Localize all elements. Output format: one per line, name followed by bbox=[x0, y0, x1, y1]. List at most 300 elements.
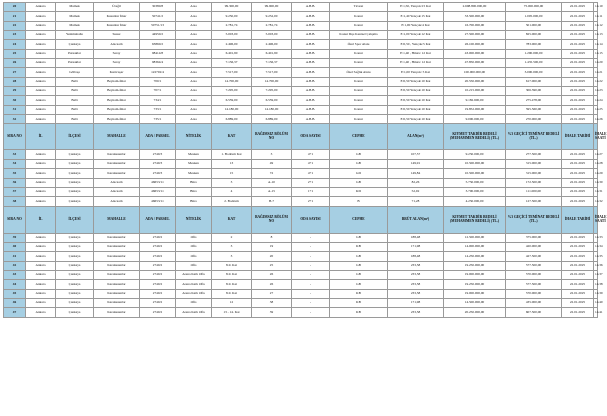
cell-teminat: 306.390,00 bbox=[506, 87, 562, 96]
header-saat: İHALE SAATİ bbox=[594, 124, 598, 150]
cell-oda: - bbox=[292, 289, 330, 298]
cell-oda: 1+1 bbox=[292, 187, 330, 196]
cell-mahalle: Karakusunlar bbox=[94, 270, 140, 279]
cell-tarih: 22.01.2025 bbox=[562, 197, 594, 206]
cell-kat: 8-9. Kat bbox=[212, 261, 252, 270]
cell-nitelik: Arena Katlı Ofis bbox=[176, 308, 212, 317]
cell-oda: - bbox=[292, 298, 330, 307]
cell-saat: 14.40 bbox=[594, 298, 598, 307]
cell-ilce: Pursaklar bbox=[56, 59, 94, 68]
cell-alan: 6.559,00 bbox=[252, 96, 292, 105]
header-mahalle: MAHALLE bbox=[94, 124, 140, 150]
cell-pay: A.B.B. bbox=[292, 3, 330, 12]
cell-oda: 2+1 bbox=[292, 178, 330, 187]
header-teminat: %3 GEÇİCİ TEMİNAT BEDELİ (TL.) bbox=[506, 206, 562, 233]
cell-ada: 50741/2 bbox=[140, 12, 176, 21]
cell-ada: 2740/2 bbox=[140, 280, 176, 289]
cell-bb: 25 bbox=[252, 261, 292, 270]
cell-nitelik: Arsa bbox=[176, 115, 212, 124]
cell-bedel: 4.250.000,00 bbox=[444, 197, 506, 206]
cell-mahalle: Üreğil bbox=[94, 3, 140, 12]
cell-kat: 8-9. Kat bbox=[212, 270, 252, 279]
cell-nitelik: Mesken bbox=[176, 169, 212, 178]
cell-ada: 44950/2 bbox=[140, 31, 176, 40]
cell-saat: 14.27 bbox=[594, 150, 598, 159]
cell-cephe: GB bbox=[330, 159, 388, 168]
cell-bedel: 19.250.000,00 bbox=[444, 261, 506, 270]
cell-il: Ankara bbox=[26, 68, 56, 77]
cell-pay: A.B.B. bbox=[292, 21, 330, 30]
cell-emsal: E:0,50 Yençok:10 Kat bbox=[388, 96, 444, 105]
cell-imar: Özel Sağlık Alanı bbox=[330, 68, 388, 77]
cell-ilce: Çankaya bbox=[56, 270, 94, 279]
cell-oda: 2+1 bbox=[292, 197, 330, 206]
cell-imar: Konut bbox=[330, 77, 388, 86]
cell-no: 35 bbox=[4, 169, 26, 178]
cell-brut: 2.496,00 bbox=[212, 40, 252, 49]
cell-ilce: Balâ bbox=[56, 87, 94, 96]
header-nitelik: NİTELİK bbox=[176, 206, 212, 233]
table-row bbox=[4, 252, 598, 261]
cell-nitelik: Ofis bbox=[176, 298, 212, 307]
cell-ilce: Çankaya bbox=[56, 233, 94, 242]
cell-saat: 14.12 bbox=[594, 21, 598, 30]
cell-bedel: 33.500.000,00 bbox=[444, 12, 506, 21]
cell-imar: Ticaret bbox=[330, 3, 388, 12]
cell-ilce: Mamak bbox=[56, 21, 94, 30]
header-ilce: İLÇESİ bbox=[56, 124, 94, 150]
cell-tarih: 22.01.2025 bbox=[562, 40, 594, 49]
cell-nitelik: Ofis bbox=[176, 242, 212, 251]
cell-nitelik: Arsa bbox=[176, 105, 212, 114]
cell-kat: 8-9. Kat bbox=[212, 289, 252, 298]
cell-oda: - bbox=[292, 233, 330, 242]
cell-ilce: Çankaya bbox=[56, 298, 94, 307]
cell-mahalle: Kızılcaşar bbox=[94, 68, 140, 77]
cell-teminat: 1.290.000,00 bbox=[506, 49, 562, 58]
office-section bbox=[4, 206, 607, 317]
cell-tarih: 22.01.2025 bbox=[562, 159, 594, 168]
cell-alan: 149,84 bbox=[388, 169, 444, 178]
cell-pay: A.B.B. bbox=[292, 12, 330, 21]
cell-mahalle: Beynam-İmar bbox=[94, 105, 140, 114]
cell-il: Ankara bbox=[26, 261, 56, 270]
table-row bbox=[4, 233, 598, 242]
table-row bbox=[4, 178, 598, 187]
cell-no: 26 bbox=[4, 59, 26, 68]
header-bagimsiz: BAĞIMSIZ BÖLÜM NO bbox=[252, 206, 292, 233]
table-row bbox=[4, 105, 598, 114]
cell-mahalle: Karakusunlar bbox=[94, 261, 140, 270]
cell-bedel: 10.215.000,00 bbox=[444, 87, 506, 96]
cell-nitelik: Arsa bbox=[176, 12, 212, 21]
cell-mahalle: Alacaatlı bbox=[94, 40, 140, 49]
cell-ilce: Yenimahalle bbox=[56, 31, 94, 40]
cell-mahalle: Karakusunlar bbox=[94, 233, 140, 242]
header-row bbox=[4, 206, 598, 233]
cell-mahalle: Karakusunlar bbox=[94, 252, 140, 261]
cell-ilce: Çankaya bbox=[56, 159, 94, 168]
cell-bedel: 27.500.000,00 bbox=[444, 31, 506, 40]
cell-mahalle: Susuz bbox=[94, 31, 140, 40]
cell-bb: 26 bbox=[252, 270, 292, 279]
cell-alan: 6.401,90 bbox=[252, 49, 292, 58]
cell-ilce: Çankaya bbox=[56, 261, 94, 270]
table-row bbox=[4, 3, 598, 12]
cell-no: 39 bbox=[4, 233, 26, 242]
cell-il: Ankara bbox=[26, 77, 56, 86]
cell-bb: B-7 bbox=[252, 197, 292, 206]
cell-bedel: 43.000.000,00 bbox=[444, 49, 506, 58]
residential-section bbox=[4, 124, 607, 206]
cell-alan: 7.295,00 bbox=[252, 87, 292, 96]
table-row bbox=[4, 242, 598, 251]
cell-teminat: 570.000,00 bbox=[506, 270, 562, 279]
cell-no: 34 bbox=[4, 159, 26, 168]
cell-emsal: E:0,50 Yençok:10 Kat bbox=[388, 115, 444, 124]
auction-table bbox=[3, 2, 607, 318]
cell-oda: 4+1 bbox=[292, 169, 330, 178]
cell-no: 27 bbox=[4, 68, 26, 77]
cell-no: 30 bbox=[4, 96, 26, 105]
cell-il: Ankara bbox=[26, 59, 56, 68]
cell-brut: 99.300,00 bbox=[212, 3, 252, 12]
cell-brut: 14.180,00 bbox=[212, 105, 252, 114]
cell-tarih: 22.01.2025 bbox=[562, 105, 594, 114]
table-row bbox=[4, 31, 598, 40]
cell-teminat: 1.005.000,00 bbox=[506, 12, 562, 21]
cell-il: Ankara bbox=[26, 12, 56, 21]
cell-cephe: GB bbox=[330, 270, 388, 279]
cell-oda: 4+1 bbox=[292, 159, 330, 168]
cell-teminat: 595.560,00 bbox=[506, 105, 562, 114]
cell-pay: A.B.B. bbox=[292, 105, 330, 114]
cell-tarih: 22.01.2025 bbox=[562, 280, 594, 289]
cell-saat: 14.30 bbox=[594, 178, 598, 187]
cell-ilce: Çankaya bbox=[56, 308, 94, 317]
cell-saat: 14.26 bbox=[594, 115, 598, 124]
cell-alan: 233,58 bbox=[388, 289, 444, 298]
cell-alan: 9.232,00 bbox=[252, 12, 292, 21]
cell-mahalle: Kusunlar İmar bbox=[94, 12, 140, 21]
cell-oda: - bbox=[292, 242, 330, 251]
cell-ilce: Çankaya bbox=[56, 150, 94, 159]
cell-cephe: GB bbox=[330, 261, 388, 270]
cell-ada: 2740/2 bbox=[140, 289, 176, 298]
cell-saat: 14.22 bbox=[594, 77, 598, 86]
cell-il: Ankara bbox=[26, 280, 56, 289]
cell-alan: 233,58 bbox=[388, 261, 444, 270]
cell-alan: 149,91 bbox=[388, 159, 444, 168]
cell-mahalle: Saray bbox=[94, 59, 140, 68]
cell-bb: A-15 bbox=[252, 187, 292, 196]
cell-alan: 2.781,74 bbox=[252, 21, 292, 30]
cell-ada: 2740/3 bbox=[140, 150, 176, 159]
cell-no: 46 bbox=[4, 298, 26, 307]
cell-imar: Konut bbox=[330, 59, 388, 68]
cell-emsal: E:1,00 Yençok:4 Kat bbox=[388, 21, 444, 30]
cell-saat: 14.36 bbox=[594, 261, 598, 270]
header-tarih: İHALE TARİHİ bbox=[562, 124, 594, 150]
cell-mahalle: Karakusunlar bbox=[94, 298, 140, 307]
cell-tarih: 22.01.2025 bbox=[562, 21, 594, 30]
cell-tarih: 22.01.2025 bbox=[562, 77, 594, 86]
cell-teminat: 315.000,00 bbox=[506, 169, 562, 178]
cell-ada: 122702/4 bbox=[140, 68, 176, 77]
cell-ilce: Balâ bbox=[56, 105, 94, 114]
cell-ada: 2740/3 bbox=[140, 159, 176, 168]
cell-brut: 6.401,90 bbox=[212, 49, 252, 58]
cell-brut: 2.781,74 bbox=[212, 21, 252, 30]
cell-saat: 14.13 bbox=[594, 31, 598, 40]
cell-bedel: 47.850.000,00 bbox=[444, 59, 506, 68]
cell-nitelik: Mesken bbox=[176, 150, 212, 159]
cell-bedel: 100.000.000,00 bbox=[444, 68, 506, 77]
cell-imar: Konut bbox=[330, 12, 388, 21]
cell-ilce: Çankaya bbox=[56, 280, 94, 289]
cell-emsal: E:0,50 , Yençok:5 Kat bbox=[388, 40, 444, 49]
cell-il: Ankara bbox=[26, 31, 56, 40]
cell-tarih: 22.01.2025 bbox=[562, 298, 594, 307]
cell-alan: 7.136,37 bbox=[252, 59, 292, 68]
cell-oda: - bbox=[292, 261, 330, 270]
cell-pay: A.B.B. bbox=[292, 96, 330, 105]
cell-teminat: 111.000,00 bbox=[506, 187, 562, 196]
cell-ada: 2740/2 bbox=[140, 308, 176, 317]
cell-bb: 72 bbox=[252, 169, 292, 178]
cell-saat: 14.34 bbox=[594, 242, 598, 251]
cell-nitelik: Arena Katlı Ofis bbox=[176, 289, 212, 298]
cell-teminat: 420.000,00 bbox=[506, 242, 562, 251]
cell-teminat: 577.500,00 bbox=[506, 280, 562, 289]
cell-bedel: 5.750.000,00 bbox=[444, 178, 506, 187]
cell-il: Ankara bbox=[26, 252, 56, 261]
header-il: İL bbox=[26, 206, 56, 233]
cell-bb: 39 bbox=[252, 308, 292, 317]
cell-tarih: 22.01.2025 bbox=[562, 242, 594, 251]
cell-saat: 14.28 bbox=[594, 159, 598, 168]
cell-saat: 14.14 bbox=[594, 40, 598, 49]
table-row bbox=[4, 289, 598, 298]
cell-bedel: 12.500.000,00 bbox=[444, 233, 506, 242]
cell-tarih: 22.01.2025 bbox=[562, 289, 594, 298]
cell-teminat: 270.000,00 bbox=[506, 115, 562, 124]
header-oda: ODA SAYISI bbox=[292, 206, 330, 233]
header-kat: KAT bbox=[212, 206, 252, 233]
cell-mahalle: Karakusunlar bbox=[94, 280, 140, 289]
cell-imar: Konut bbox=[330, 105, 388, 114]
header-oda: ODA SAYISI bbox=[292, 124, 330, 150]
cell-nitelik: Arsa bbox=[176, 40, 212, 49]
cell-no: 43 bbox=[4, 270, 26, 279]
cell-saat: 14.38 bbox=[594, 280, 598, 289]
cell-nitelik: Ofis bbox=[176, 252, 212, 261]
cell-saat: 14.31 bbox=[594, 187, 598, 196]
cell-tarih: 22.01.2025 bbox=[562, 270, 594, 279]
cell-no: 21 bbox=[4, 12, 26, 21]
table-row bbox=[4, 49, 598, 58]
cell-il: Ankara bbox=[26, 169, 56, 178]
cell-teminat: 277.500,00 bbox=[506, 150, 562, 159]
cell-ada: 2740/2 bbox=[140, 270, 176, 279]
cell-bb: 38 bbox=[252, 298, 292, 307]
header-cephe: CEPHE bbox=[330, 124, 388, 150]
cell-ilce: Balâ bbox=[56, 115, 94, 124]
cell-kat: 12 bbox=[212, 298, 252, 307]
cell-bedel: 9.000.000,00 bbox=[444, 115, 506, 124]
cell-mahalle: Beynam-İmar bbox=[94, 77, 140, 86]
cell-ilce: Çankaya bbox=[56, 242, 94, 251]
table-row bbox=[4, 298, 598, 307]
cell-saat: 14.32 bbox=[594, 197, 598, 206]
header-bagimsiz: BAĞIMSIZ BÖLÜM NO bbox=[252, 124, 292, 150]
cell-mahalle: Alacaatlı bbox=[94, 197, 140, 206]
cell-emsal: E:0,50 Yençok:10 Kat bbox=[388, 87, 444, 96]
header-bedel: KIYMET TAKDİR BEDELİ (MUHAMMEN BEDELİ) (TL.) bbox=[444, 124, 506, 150]
cell-oda: - bbox=[292, 308, 330, 317]
cell-nitelik: Büro bbox=[176, 197, 212, 206]
cell-ilce: Çankaya bbox=[56, 187, 94, 196]
cell-cephe: GD bbox=[330, 169, 388, 178]
table-row bbox=[4, 159, 598, 168]
cell-alan: 2.496,00 bbox=[252, 40, 292, 49]
cell-imar: Konut bbox=[330, 49, 388, 58]
cell-emsal: E:1,40 , Hmax: 12 Kat bbox=[388, 59, 444, 68]
cell-brut: 14.700,00 bbox=[212, 77, 252, 86]
header-cephe: CEPHE bbox=[330, 206, 388, 233]
cell-ada: 50751/13 bbox=[140, 21, 176, 30]
cell-bedel: 14.000.000,00 bbox=[444, 242, 506, 251]
cell-bb: 3 bbox=[252, 150, 292, 159]
table-row bbox=[4, 280, 598, 289]
cell-no: 44 bbox=[4, 280, 26, 289]
cell-bedel: 3.700.000,00 bbox=[444, 187, 506, 196]
cell-brut: 6.889,00 bbox=[212, 115, 252, 124]
cell-ada: 46653/11 bbox=[140, 178, 176, 187]
cell-alan: 171,98 bbox=[388, 298, 444, 307]
cell-no: 22 bbox=[4, 21, 26, 30]
cell-bedel: 2.698.800.000,00 bbox=[444, 3, 506, 12]
cell-pay: A.B.B. bbox=[292, 59, 330, 68]
table-row bbox=[4, 150, 598, 159]
cell-kat: 3 bbox=[212, 178, 252, 187]
cell-emsal: E:1,40 Yençok:15 Kat bbox=[388, 12, 444, 21]
cell-ada: 98364/4 bbox=[140, 59, 176, 68]
cell-cephe: KB bbox=[330, 298, 388, 307]
cell-bb: 26 bbox=[252, 280, 292, 289]
table-row bbox=[4, 40, 598, 49]
header-ada: ADA / PARSEL bbox=[140, 124, 176, 150]
cell-nitelik: Arsa bbox=[176, 77, 212, 86]
cell-nitelik: Arsa bbox=[176, 21, 212, 30]
cell-cephe: GB bbox=[330, 178, 388, 187]
cell-nitelik: Arsa bbox=[176, 96, 212, 105]
cell-ilce: Pursaklar bbox=[56, 49, 94, 58]
table-row bbox=[4, 115, 598, 124]
cell-teminat: 607.500,00 bbox=[506, 308, 562, 317]
cell-imar: Özel Spor Alanı bbox=[330, 40, 388, 49]
cell-mahalle: Karakusunlar bbox=[94, 308, 140, 317]
cell-bedel: 20.250.000,00 bbox=[444, 308, 506, 317]
table-row bbox=[4, 96, 598, 105]
cell-ada: 2740/2 bbox=[140, 242, 176, 251]
cell-tarih: 22.01.2025 bbox=[562, 261, 594, 270]
cell-tarih: 22.01.2025 bbox=[562, 187, 594, 196]
cell-ada: 46653/11 bbox=[140, 197, 176, 206]
cell-alan: 52,02 bbox=[388, 187, 444, 196]
cell-kat: 2 bbox=[212, 233, 252, 242]
cell-oda: 4+1 bbox=[292, 150, 330, 159]
cell-no: 40 bbox=[4, 242, 26, 251]
cell-saat: 14.35 bbox=[594, 252, 598, 261]
cell-oda: - bbox=[292, 252, 330, 261]
cell-il: Ankara bbox=[26, 87, 56, 96]
cell-ilce: Çankaya bbox=[56, 178, 94, 187]
cell-kat: 13 bbox=[212, 159, 252, 168]
table-row bbox=[4, 21, 598, 30]
cell-no: 23 bbox=[4, 31, 26, 40]
cell-ada: 734/1 bbox=[140, 96, 176, 105]
table-row bbox=[4, 77, 598, 86]
cell-mahalle: Karakusunlar bbox=[94, 242, 140, 251]
cell-oda: - bbox=[292, 270, 330, 279]
cell-brut: 5.003,00 bbox=[212, 31, 252, 40]
cell-imar: Konut bbox=[330, 96, 388, 105]
cell-tarih: 22.01.2025 bbox=[562, 12, 594, 21]
cell-saat: 14.23 bbox=[594, 87, 598, 96]
cell-teminat: 75.000.000,00 bbox=[506, 3, 562, 12]
cell-il: Ankara bbox=[26, 187, 56, 196]
cell-no: 47 bbox=[4, 308, 26, 317]
table-row bbox=[4, 87, 598, 96]
cell-nitelik: Büro bbox=[176, 187, 212, 196]
cell-saat: 14.37 bbox=[594, 270, 598, 279]
cell-kat: 13 - 14. Kat bbox=[212, 308, 252, 317]
cell-teminat: 825.000,00 bbox=[506, 31, 562, 40]
cell-ilce: Çankaya bbox=[56, 197, 94, 206]
cell-nitelik: Arsa bbox=[176, 3, 212, 12]
cell-ilce: Çankaya bbox=[56, 40, 94, 49]
header-il: İL bbox=[26, 124, 56, 150]
cell-il: Ankara bbox=[26, 308, 56, 317]
cell-saat: 14.25 bbox=[594, 105, 598, 114]
cell-alan: 14.180,00 bbox=[252, 105, 292, 114]
cell-teminat: 617.000,00 bbox=[506, 77, 562, 86]
cell-bedel: 16.700.000,00 bbox=[444, 21, 506, 30]
cell-il: Ankara bbox=[26, 150, 56, 159]
cell-emsal: E:1,00 Yençok:12 Kat bbox=[388, 31, 444, 40]
cell-no: 36 bbox=[4, 178, 26, 187]
cell-pay: A.B.B. bbox=[292, 77, 330, 86]
cell-emsal: E:0,50 Yençok:10 Kat bbox=[388, 105, 444, 114]
cell-teminat: 275.478,00 bbox=[506, 96, 562, 105]
cell-no: 45 bbox=[4, 289, 26, 298]
cell-il: Ankara bbox=[26, 21, 56, 30]
cell-alan: 171,98 bbox=[388, 242, 444, 251]
cell-mahalle: Karakusunlar bbox=[94, 150, 140, 159]
table-row bbox=[4, 270, 598, 279]
cell-teminat: 783.000,00 bbox=[506, 40, 562, 49]
cell-ilce: Mamak bbox=[56, 3, 94, 12]
header-sira: SIRA NO bbox=[4, 124, 26, 150]
cell-pay: A.B.B. bbox=[292, 68, 330, 77]
cell-ada: 46653/11 bbox=[140, 187, 176, 196]
cell-no: 29 bbox=[4, 87, 26, 96]
cell-kat: 15 bbox=[212, 169, 252, 178]
cell-imar: Konut Dışı Kentsel Çalışma bbox=[330, 31, 388, 40]
cell-saat: 14.24 bbox=[594, 96, 598, 105]
cell-alan: 233,58 bbox=[388, 270, 444, 279]
